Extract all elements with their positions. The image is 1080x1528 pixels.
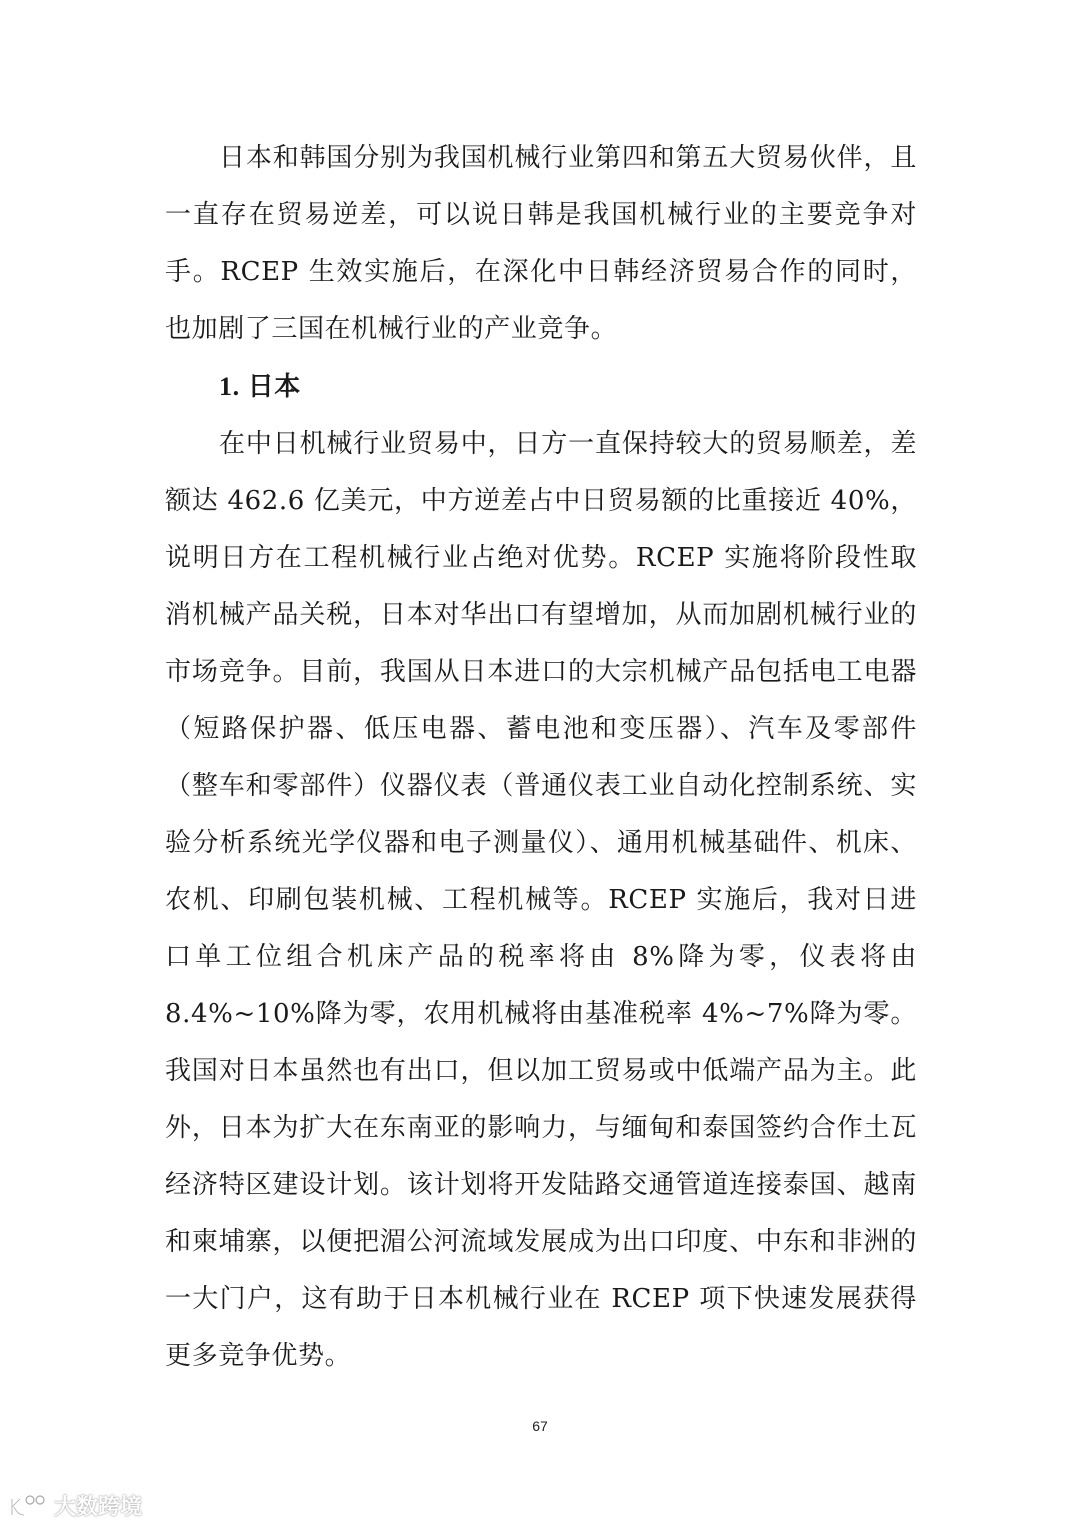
intro-paragraph: 日本和韩国分别为我国机械行业第四和第五大贸易伙伴，且一直存在贸易逆差，可以说日韩是我国机械行业的主要竞争对手。RCEP 生效实施后，在深化中日韩经济贸易合作的同时，也加剧了三国在机械行业的产业竞争。	[165, 143, 917, 344]
page-number: 67	[532, 1418, 548, 1434]
section-heading	[165, 358, 917, 416]
watermark	[8, 1490, 142, 1521]
page-body	[165, 130, 917, 1385]
section-paragraph: 在中日机械行业贸易中，日方一直保持较大的贸易顺差，差额达 462.6 亿美元，中方逆差占中日贸易额的比重接近 40%，说明日方在工程机械行业占绝对优势。RCEP 实施将阶段性取消机械产品关税，日本对华出口有望增加，从而加剧机械行业的市场竞争。目前，我国从日本进口的大宗机械产品包括电工电器（短路保护器、低压电器、蓄电池和变压器）、汽车及零部件（整车和零部件）仪器仪表（普通仪表工业自动化控制系统、实验分析系统光学仪器和电子测量仪）、通用机械基础件、机床、农机、印刷包装机械、工程机械等。RCEP 实施后，我对日进口单工位组合机床产品的税率将由 8%降为零，仪表将由 8.4%~10%降为零，农用机械将由基准税率 4%~7%降为零。我国对日本虽然也有出口，但以加工贸易或中低端产品为主。此外，日本为扩大在东南亚的影响力，与缅甸和泰国签约合作土瓦经济特区建设计划。该计划将开发陆路交通管道连接泰国、越南和柬埔寨，以便把湄公河流域发展成为出口印度、中东和非洲的一大门户，这有助于日本机械行业在 RCEP 项下快速发展获得更多竞争优势。	[165, 429, 917, 1371]
k100-logo-icon	[8, 1493, 48, 1519]
section-number: 1.	[219, 372, 240, 401]
section-title: 日本	[247, 372, 301, 402]
watermark-text: 大数跨境	[54, 1495, 143, 1520]
